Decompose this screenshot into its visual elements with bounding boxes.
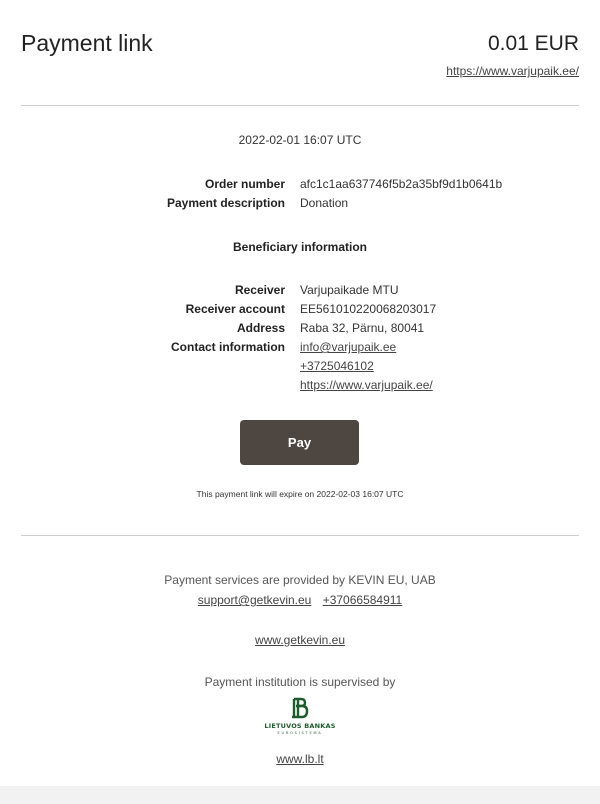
expiry-notice: This payment link will expire on 2022-02-03 16:07 UTC [196,489,404,499]
page-title: Payment link [21,30,153,56]
contact-phone-link[interactable]: +3725046102 [300,359,374,373]
support-email-link[interactable]: support@getkevin.eu [197,593,312,607]
bank-website-link[interactable]: www.lb.lt [276,752,324,766]
bank-logo-text: LIETUVOS BANKAS [264,722,336,730]
payment-amount: 0.01 EUR [487,32,579,55]
order-number-label: Order number [204,177,285,191]
contact-information-label: Contact information [171,340,285,354]
merchant-link[interactable]: https://www.varjupaik.ee/ [446,64,579,78]
receiver-account-value: EE561010220068203017 [300,302,437,316]
bank-emblem-icon [254,696,346,722]
address-label: Address [236,321,285,335]
contact-email-link[interactable]: info@varjupaik.ee [300,340,397,354]
receiver-value: Varjupaikade MTU [300,283,399,297]
beneficiary-section-title: Beneficiary information [232,240,368,254]
contact-website-link[interactable]: https://www.varjupaik.ee/ [300,378,433,392]
payment-description-value: Donation [300,196,349,210]
supervised-text: Payment institution is supervised by [204,675,396,689]
provider-website-link[interactable]: www.getkevin.eu [254,633,346,647]
footer-divider [21,535,579,536]
provider-text: Payment services are provided by KEVIN EU, UAB [164,573,436,587]
bank-logo-subtext: EUROSISTEMA [277,731,323,735]
receiver-account-label: Receiver account [185,302,285,316]
pay-button[interactable]: Pay [240,420,359,465]
bank-website-wrap [0,752,600,766]
address-value: Raba 32, Pärnu, 80041 [300,321,425,335]
support-contacts [0,593,600,607]
order-number-value: afc1c1aa637746f5b2a35bf9d1b0641b [300,177,503,191]
header-divider [21,105,579,106]
lietuvos-bankas-logo [254,696,346,740]
provider-website-wrap [0,633,600,647]
payment-description-label: Payment description [166,196,285,210]
payment-datetime: 2022-02-01 16:07 UTC [238,133,362,147]
support-phone-link[interactable]: +37066584911 [322,593,403,607]
receiver-label: Receiver [234,283,285,297]
